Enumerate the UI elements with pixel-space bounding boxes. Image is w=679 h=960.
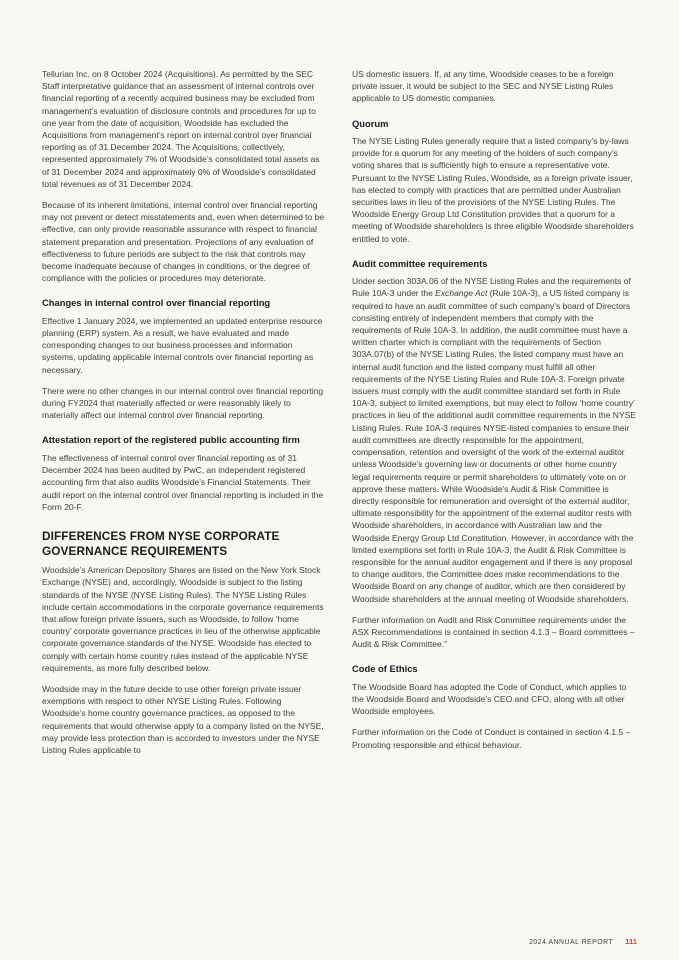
paragraph-future-exemptions: Woodside may in the future decide to use other foreign private issuer exemptions with respect to other NYSE Listing Rules. Following Woodside’s home country governance practices, as opposed to the requirements that would otherwise apply to a company listed on the NYSE, may provide less protection than is accorded to investors under the NYSE Listing Rules applicable to <box>42 683 324 755</box>
right-column <box>352 68 637 765</box>
heading-attestation-report: Attestation report of the registered public accounting firm <box>42 434 300 446</box>
heading-quorum: Quorum <box>352 117 389 129</box>
paragraph-further-info-audit: Further information on Audit and Risk Committee requirements under the ASX Recommendations is contained in section 4.1.3 – Board committees – Audit & Risk Committee.” <box>352 614 635 650</box>
heading-changes-internal-control: Changes in internal control over financial reporting <box>42 297 271 309</box>
paragraph-acquisitions: Tellurian Inc. on 8 October 2024 (Acquisitions). As permitted by the SEC Staff interpretative guidance that an assessment of internal controls over financial reporting of a recently acquired business may be excluded from management’s evaluation of disclosure controls and procedures for up to one year from the date of acquisition, Woodside has excluded the Acquisitions from management’s report on internal control over financial reporting as of 31 December 2024. The Acquisitions, collectively, represented approximately 7% of Woodside’s consolidated total assets as of 31 December 2024 and approximately 0% of Woodside’s consolidated total revenues as of 31 December 2024. <box>42 69 320 189</box>
paragraph-ads-listing: Woodside’s American Depository Shares are listed on the New York Stock Exchange (NYSE) and, accordingly, Woodside is subject to the listing standards of the NYSE (NYSE Listing Rules). The NYSE Listing Rules include certain accommodations in the corporate governance requirements that allow foreign private issuers, such as Woodside, to follow ‘home country’ corporate governance practices in lieu of the otherwise applicable corporate governance standards of the NYSE. Woodside has elected to comply with certain home country rules instead of the applicable NYSE requirements, as more fully described below. <box>42 565 324 673</box>
paragraph-us-domestic-issuers: US domestic issuers. If, at any time, Woodside ceases to be a foreign private issuer, it would be subject to the SEC and NYSE Listing Rules applicable to US domestic companies. <box>352 69 614 104</box>
heading-audit-committee: Audit committee requirements <box>352 257 488 269</box>
paragraph-no-other-changes: There were no other changes in our internal control over financial reporting during FY2024 that materially affected or were reasonably likely to materially affect our internal control over financial reporting. <box>42 385 324 421</box>
paragraph-attestation: The effectiveness of internal control over financial reporting as of 31 December 2024 has been audited by PwC, an independent registered accounting firm that also audits Woodside’s Financial Statements. Their audit report on the internal control over financial reporting is included in the Form 20-F. <box>42 452 324 512</box>
report-title-footer: 2024 ANNUAL REPORT <box>529 939 614 946</box>
exchange-act-italic: Exchange Act <box>435 288 488 299</box>
paragraph-erp-system: Effective 1 January 2024, we implemented an updated enterprise resource planning (ERP) system. As a result, we have evaluated and made corresponding changes to our business processes and information systems, updating applicable internal controls over financial reporting as necessary. <box>42 315 323 375</box>
paragraph-further-info-conduct: Further information on the Code of Conduct is contained in section 4.1.5 – Promoting responsible and ethical behaviour. <box>352 727 631 750</box>
audit-paragraph-text-pre: Under section 303A.06 of the NYSE Listing Rules and the requirements of Rule 10A-3 under the <box>352 276 631 299</box>
paragraph-audit-committee <box>352 275 637 604</box>
paragraph-code-of-conduct: The Woodside Board has adopted the Code of Conduct, which applies to the Woodside Board and Woodside’s CEO and CFO, along with all other Woodside employees. <box>352 681 627 717</box>
audit-paragraph-text-post: (Rule 10A-3), a US listed company is required to have an audit committee of such company’s board of Directors consisting entirely of independent members that comply with the requirements of Rule 10A-3. In addition, the audit committee must have a written charter which is compliant with the requirements of Section 303A.07(b) of the NYSE Listing Rules, the listed company must have an internal audit function and the listed company must fulfill all other requirements of the NYSE Listing Rules and Rule 10A-3. Foreign private issuers must comply with the audit committee standard set forth in Rule 10A-3, subject to limited exemptions, but may elect to follow ‘home country’ practices in lieu of the additional audit committee requirements in the NYSE Listing Rules. Rule 10A-3 requires NYSE-listed companies to ensure their audit committees are directly responsible for the appointment, compensation, retention and oversight of the work of the external auditor unless Woodside’s governing law or documents or other home country legal requirements require or permit shareholders to ultimately vote on or approve these matters. While Woodside’s Audit & Risk Committee is directly responsible for remuneration and oversight of the external auditor, ultimate responsibility for the appointment of the external auditor rests with Woodside shareholders, in accordance with Australian law and the Woodside Energy Group Ltd Constitution. However, in accordance with the limited exemptions set forth in Rule 10A-3, the Audit & Risk Committee is responsible for the annual auditor engagement and if there is any proposal to change auditors, the Committee does make recommendations to the Woodside Board on any change of auditor, which are then considered by Woodside shareholders at the annual meeting of Woodside shareholders. <box>352 288 636 604</box>
two-column-layout <box>42 68 637 765</box>
page-number: 111 <box>625 937 637 946</box>
page-footer <box>529 937 637 946</box>
paragraph-inherent-limitations: Because of its inherent limitations, internal control over financial reporting may not prevent or detect misstatements and, even when determined to be effective, can only provide reasonable assurance with respect to financial statement preparation and presentation. Projections of any evaluation of effectiveness to future periods are subject to the risk that controls may become inadequate because of changes in conditions, or the degree of compliance with the policies or procedures may deteriorate. <box>42 200 325 284</box>
heading-code-of-ethics: Code of Ethics <box>352 663 418 675</box>
paragraph-quorum: The NYSE Listing Rules generally require that a listed company’s by-laws provide for a quorum for any meeting of the holders of such company’s voting shares that is sufficiently high to ensure a representative vote. Pursuant to the NYSE Listing Rules, Woodside, as a foreign private issuer, has elected to comply with practices that are permitted under Australian securities laws in lieu of the provisions of the NYSE Listing Rules. The Woodside Energy Group Ltd Constitution provides that a quorum for a meeting of Woodside shareholders is three eligible Woodside shareholders entitled to vote. <box>352 136 634 244</box>
left-column <box>42 68 327 765</box>
heading-differences-nyse: DIFFERENCES FROM NYSE CORPORATE GOVERNANCE REQUIREMENTS <box>42 528 280 558</box>
